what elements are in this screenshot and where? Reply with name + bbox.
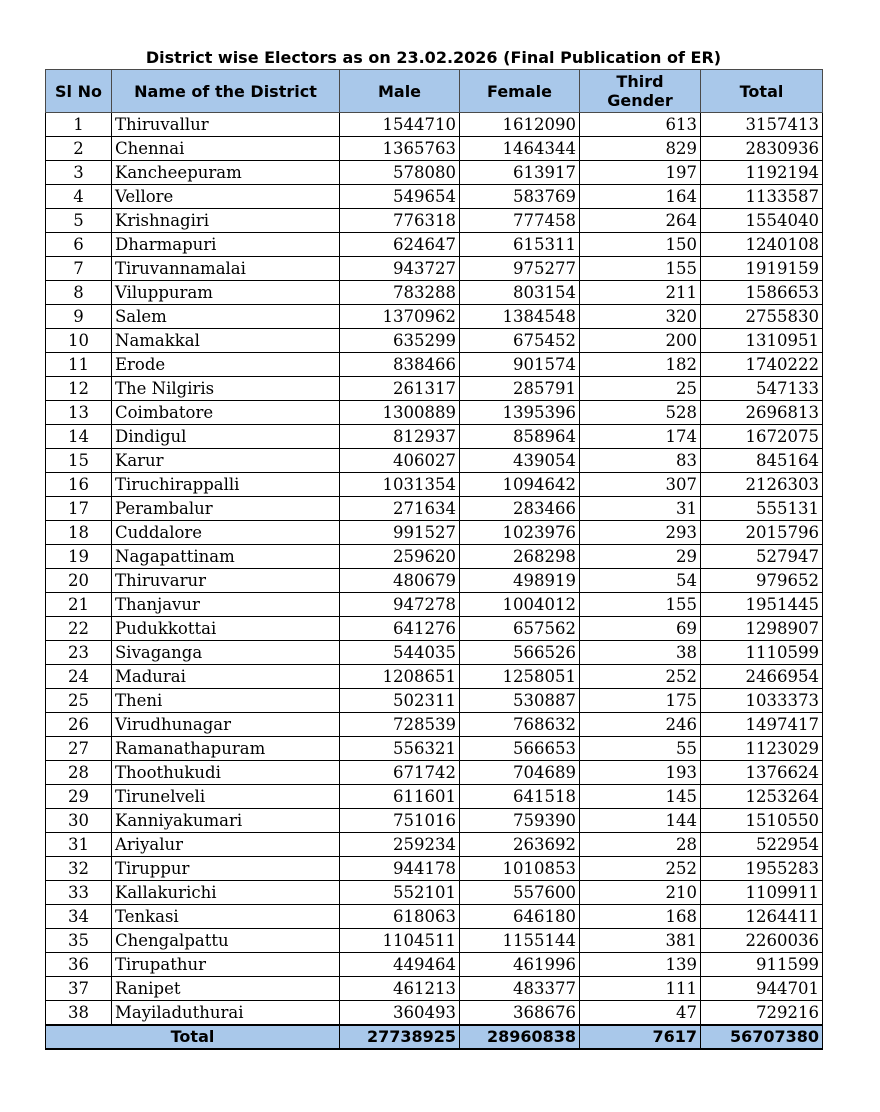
cell-total: 1133587 (701, 185, 823, 209)
electors-table (45, 69, 823, 1050)
cell-female: 1384548 (460, 305, 580, 329)
cell-female: 675452 (460, 329, 580, 353)
cell-sl-no: 3 (46, 161, 112, 185)
cell-third-gender: 293 (580, 521, 701, 545)
header-third-gender: Third Gender (580, 70, 701, 113)
cell-district: Thanjavur (112, 593, 340, 617)
cell-district: Thoothukudi (112, 761, 340, 785)
cell-total: 1253264 (701, 785, 823, 809)
cell-male: 1300889 (340, 401, 460, 425)
table-row (46, 305, 823, 329)
cell-female: 1155144 (460, 929, 580, 953)
cell-total: 2755830 (701, 305, 823, 329)
cell-female: 283466 (460, 497, 580, 521)
cell-district: Chengalpattu (112, 929, 340, 953)
cell-sl-no: 29 (46, 785, 112, 809)
cell-district: Pudukkottai (112, 617, 340, 641)
cell-male: 728539 (340, 713, 460, 737)
cell-total: 2260036 (701, 929, 823, 953)
cell-female: 263692 (460, 833, 580, 857)
cell-female: 759390 (460, 809, 580, 833)
cell-male: 751016 (340, 809, 460, 833)
cell-female: 1258051 (460, 665, 580, 689)
cell-third-gender: 54 (580, 569, 701, 593)
cell-male: 549654 (340, 185, 460, 209)
table-header-row (46, 70, 823, 113)
cell-district: Virudhunagar (112, 713, 340, 737)
totals-male: 27738925 (340, 1025, 460, 1049)
cell-total: 2015796 (701, 521, 823, 545)
cell-female: 657562 (460, 617, 580, 641)
cell-third-gender: 145 (580, 785, 701, 809)
cell-sl-no: 33 (46, 881, 112, 905)
cell-third-gender: 528 (580, 401, 701, 425)
cell-district: Krishnagiri (112, 209, 340, 233)
cell-district: Theni (112, 689, 340, 713)
cell-sl-no: 37 (46, 977, 112, 1001)
cell-total: 1510550 (701, 809, 823, 833)
header-female: Female (460, 70, 580, 113)
cell-male: 360493 (340, 1001, 460, 1026)
cell-total: 547133 (701, 377, 823, 401)
cell-male: 1370962 (340, 305, 460, 329)
totals-row (46, 1025, 823, 1049)
cell-male: 776318 (340, 209, 460, 233)
cell-male: 461213 (340, 977, 460, 1001)
table-row (46, 905, 823, 929)
cell-total: 1192194 (701, 161, 823, 185)
cell-sl-no: 22 (46, 617, 112, 641)
table-row (46, 137, 823, 161)
table-row (46, 617, 823, 641)
cell-total: 1672075 (701, 425, 823, 449)
cell-female: 704689 (460, 761, 580, 785)
cell-total: 1310951 (701, 329, 823, 353)
table-row (46, 113, 823, 137)
cell-total: 729216 (701, 1001, 823, 1026)
cell-female: 1464344 (460, 137, 580, 161)
table-row (46, 689, 823, 713)
cell-female: 768632 (460, 713, 580, 737)
cell-female: 439054 (460, 449, 580, 473)
cell-male: 611601 (340, 785, 460, 809)
cell-male: 449464 (340, 953, 460, 977)
cell-third-gender: 613 (580, 113, 701, 137)
cell-sl-no: 35 (46, 929, 112, 953)
cell-male: 1031354 (340, 473, 460, 497)
cell-male: 618063 (340, 905, 460, 929)
cell-third-gender: 25 (580, 377, 701, 401)
cell-female: 583769 (460, 185, 580, 209)
cell-total: 1110599 (701, 641, 823, 665)
table-row (46, 929, 823, 953)
header-total: Total (701, 70, 823, 113)
cell-sl-no: 18 (46, 521, 112, 545)
cell-district: Tiruppur (112, 857, 340, 881)
cell-sl-no: 4 (46, 185, 112, 209)
cell-female: 1023976 (460, 521, 580, 545)
cell-male: 624647 (340, 233, 460, 257)
cell-district: Thiruvarur (112, 569, 340, 593)
cell-third-gender: 182 (580, 353, 701, 377)
totals-female: 28960838 (460, 1025, 580, 1049)
cell-third-gender: 175 (580, 689, 701, 713)
cell-male: 544035 (340, 641, 460, 665)
cell-female: 530887 (460, 689, 580, 713)
cell-male: 671742 (340, 761, 460, 785)
table-row (46, 353, 823, 377)
cell-district: Tirupathur (112, 953, 340, 977)
cell-female: 566526 (460, 641, 580, 665)
cell-sl-no: 12 (46, 377, 112, 401)
table-row (46, 209, 823, 233)
cell-third-gender: 200 (580, 329, 701, 353)
cell-total: 1740222 (701, 353, 823, 377)
cell-third-gender: 155 (580, 593, 701, 617)
cell-female: 858964 (460, 425, 580, 449)
cell-third-gender: 307 (580, 473, 701, 497)
cell-third-gender: 197 (580, 161, 701, 185)
cell-district: Tiruchirappalli (112, 473, 340, 497)
table-row (46, 281, 823, 305)
cell-male: 838466 (340, 353, 460, 377)
cell-female: 1395396 (460, 401, 580, 425)
cell-male: 1104511 (340, 929, 460, 953)
cell-district: Vellore (112, 185, 340, 209)
cell-total: 1264411 (701, 905, 823, 929)
table-row (46, 977, 823, 1001)
cell-district: Thiruvallur (112, 113, 340, 137)
cell-third-gender: 829 (580, 137, 701, 161)
cell-sl-no: 15 (46, 449, 112, 473)
cell-male: 502311 (340, 689, 460, 713)
table-body (46, 113, 823, 1026)
cell-third-gender: 69 (580, 617, 701, 641)
cell-total: 1497417 (701, 713, 823, 737)
cell-district: Dindigul (112, 425, 340, 449)
cell-female: 483377 (460, 977, 580, 1001)
cell-female: 1010853 (460, 857, 580, 881)
cell-district: Sivaganga (112, 641, 340, 665)
table-row (46, 161, 823, 185)
cell-district: Kallakurichi (112, 881, 340, 905)
cell-district: Madurai (112, 665, 340, 689)
cell-third-gender: 193 (580, 761, 701, 785)
table-row (46, 833, 823, 857)
cell-sl-no: 21 (46, 593, 112, 617)
cell-sl-no: 13 (46, 401, 112, 425)
cell-third-gender: 28 (580, 833, 701, 857)
table-row (46, 761, 823, 785)
cell-district: The Nilgiris (112, 377, 340, 401)
cell-district: Chennai (112, 137, 340, 161)
cell-third-gender: 150 (580, 233, 701, 257)
table-row (46, 473, 823, 497)
cell-sl-no: 32 (46, 857, 112, 881)
table-row (46, 953, 823, 977)
cell-sl-no: 26 (46, 713, 112, 737)
cell-female: 557600 (460, 881, 580, 905)
cell-third-gender: 31 (580, 497, 701, 521)
table-row (46, 569, 823, 593)
table-row (46, 785, 823, 809)
cell-total: 1951445 (701, 593, 823, 617)
cell-male: 578080 (340, 161, 460, 185)
cell-sl-no: 5 (46, 209, 112, 233)
cell-total: 555131 (701, 497, 823, 521)
cell-total: 1376624 (701, 761, 823, 785)
cell-total: 527947 (701, 545, 823, 569)
cell-total: 3157413 (701, 113, 823, 137)
header-sl-no: Sl No (46, 70, 112, 113)
cell-sl-no: 1 (46, 113, 112, 137)
cell-third-gender: 38 (580, 641, 701, 665)
cell-male: 991527 (340, 521, 460, 545)
cell-male: 947278 (340, 593, 460, 617)
cell-total: 1298907 (701, 617, 823, 641)
cell-total: 1123029 (701, 737, 823, 761)
cell-male: 406027 (340, 449, 460, 473)
cell-sl-no: 7 (46, 257, 112, 281)
cell-sl-no: 36 (46, 953, 112, 977)
table-row (46, 737, 823, 761)
table-row (46, 329, 823, 353)
cell-third-gender: 211 (580, 281, 701, 305)
cell-third-gender: 252 (580, 665, 701, 689)
cell-district: Namakkal (112, 329, 340, 353)
cell-female: 777458 (460, 209, 580, 233)
cell-male: 556321 (340, 737, 460, 761)
cell-female: 641518 (460, 785, 580, 809)
cell-third-gender: 47 (580, 1001, 701, 1026)
cell-third-gender: 168 (580, 905, 701, 929)
cell-sl-no: 28 (46, 761, 112, 785)
cell-female: 498919 (460, 569, 580, 593)
cell-district: Tirunelveli (112, 785, 340, 809)
cell-total: 845164 (701, 449, 823, 473)
cell-female: 368676 (460, 1001, 580, 1026)
cell-female: 615311 (460, 233, 580, 257)
cell-third-gender: 210 (580, 881, 701, 905)
cell-third-gender: 144 (580, 809, 701, 833)
cell-total: 2696813 (701, 401, 823, 425)
cell-district: Salem (112, 305, 340, 329)
cell-total: 911599 (701, 953, 823, 977)
table-row (46, 665, 823, 689)
document-title: District wise Electors as on 23.02.2026 (Final Publication of ER) (145, 48, 722, 67)
cell-female: 461996 (460, 953, 580, 977)
cell-female: 1004012 (460, 593, 580, 617)
cell-male: 635299 (340, 329, 460, 353)
cell-district: Ranipet (112, 977, 340, 1001)
cell-female: 1094642 (460, 473, 580, 497)
cell-female: 646180 (460, 905, 580, 929)
cell-district: Karur (112, 449, 340, 473)
cell-third-gender: 29 (580, 545, 701, 569)
table-row (46, 857, 823, 881)
cell-total: 2466954 (701, 665, 823, 689)
cell-sl-no: 27 (46, 737, 112, 761)
cell-sl-no: 20 (46, 569, 112, 593)
table-row (46, 185, 823, 209)
cell-female: 803154 (460, 281, 580, 305)
cell-district: Nagapattinam (112, 545, 340, 569)
cell-third-gender: 320 (580, 305, 701, 329)
cell-district: Dharmapuri (112, 233, 340, 257)
cell-total: 1240108 (701, 233, 823, 257)
cell-district: Erode (112, 353, 340, 377)
cell-district: Tiruvannamalai (112, 257, 340, 281)
cell-female: 285791 (460, 377, 580, 401)
cell-total: 1586653 (701, 281, 823, 305)
cell-male: 271634 (340, 497, 460, 521)
cell-third-gender: 164 (580, 185, 701, 209)
cell-sl-no: 6 (46, 233, 112, 257)
cell-district: Cuddalore (112, 521, 340, 545)
cell-sl-no: 23 (46, 641, 112, 665)
cell-district: Kancheepuram (112, 161, 340, 185)
cell-sl-no: 14 (46, 425, 112, 449)
cell-female: 566653 (460, 737, 580, 761)
table-row (46, 1001, 823, 1026)
cell-sl-no: 8 (46, 281, 112, 305)
table-row (46, 425, 823, 449)
cell-total: 1919159 (701, 257, 823, 281)
cell-sl-no: 2 (46, 137, 112, 161)
cell-female: 1612090 (460, 113, 580, 137)
table-row (46, 545, 823, 569)
table-row (46, 641, 823, 665)
table-row (46, 377, 823, 401)
cell-female: 268298 (460, 545, 580, 569)
cell-sl-no: 30 (46, 809, 112, 833)
cell-male: 1208651 (340, 665, 460, 689)
cell-sl-no: 17 (46, 497, 112, 521)
cell-total: 1109911 (701, 881, 823, 905)
cell-male: 812937 (340, 425, 460, 449)
cell-male: 480679 (340, 569, 460, 593)
cell-third-gender: 264 (580, 209, 701, 233)
cell-male: 944178 (340, 857, 460, 881)
cell-total: 1033373 (701, 689, 823, 713)
table-row (46, 257, 823, 281)
header-district: Name of the District (112, 70, 340, 113)
cell-third-gender: 246 (580, 713, 701, 737)
cell-male: 1365763 (340, 137, 460, 161)
cell-sl-no: 10 (46, 329, 112, 353)
cell-male: 1544710 (340, 113, 460, 137)
cell-total: 979652 (701, 569, 823, 593)
cell-district: Tenkasi (112, 905, 340, 929)
cell-male: 552101 (340, 881, 460, 905)
cell-total: 1955283 (701, 857, 823, 881)
cell-total: 2126303 (701, 473, 823, 497)
totals-label: Total (46, 1025, 340, 1049)
totals-total: 56707380 (701, 1025, 823, 1049)
table-row (46, 401, 823, 425)
cell-third-gender: 55 (580, 737, 701, 761)
cell-district: Ariyalur (112, 833, 340, 857)
cell-total: 522954 (701, 833, 823, 857)
cell-third-gender: 381 (580, 929, 701, 953)
cell-third-gender: 111 (580, 977, 701, 1001)
cell-sl-no: 34 (46, 905, 112, 929)
cell-district: Perambalur (112, 497, 340, 521)
cell-third-gender: 139 (580, 953, 701, 977)
table-row (46, 713, 823, 737)
table-row (46, 449, 823, 473)
cell-sl-no: 38 (46, 1001, 112, 1026)
cell-male: 943727 (340, 257, 460, 281)
cell-sl-no: 16 (46, 473, 112, 497)
cell-third-gender: 155 (580, 257, 701, 281)
cell-sl-no: 24 (46, 665, 112, 689)
cell-district: Ramanathapuram (112, 737, 340, 761)
cell-female: 613917 (460, 161, 580, 185)
cell-third-gender: 174 (580, 425, 701, 449)
cell-district: Kanniyakumari (112, 809, 340, 833)
cell-district: Coimbatore (112, 401, 340, 425)
table-row (46, 521, 823, 545)
cell-sl-no: 11 (46, 353, 112, 377)
cell-third-gender: 83 (580, 449, 701, 473)
cell-total: 2830936 (701, 137, 823, 161)
table-row (46, 593, 823, 617)
cell-third-gender: 252 (580, 857, 701, 881)
cell-district: Viluppuram (112, 281, 340, 305)
cell-female: 975277 (460, 257, 580, 281)
cell-sl-no: 9 (46, 305, 112, 329)
table-row (46, 497, 823, 521)
cell-male: 783288 (340, 281, 460, 305)
cell-female: 901574 (460, 353, 580, 377)
cell-total: 1554040 (701, 209, 823, 233)
totals-third-gender: 7617 (580, 1025, 701, 1049)
table-row (46, 233, 823, 257)
cell-sl-no: 31 (46, 833, 112, 857)
cell-district: Mayiladuthurai (112, 1001, 340, 1026)
cell-male: 261317 (340, 377, 460, 401)
cell-male: 641276 (340, 617, 460, 641)
cell-total: 944701 (701, 977, 823, 1001)
cell-sl-no: 19 (46, 545, 112, 569)
table-row (46, 809, 823, 833)
table-row (46, 881, 823, 905)
cell-male: 259234 (340, 833, 460, 857)
cell-sl-no: 25 (46, 689, 112, 713)
cell-male: 259620 (340, 545, 460, 569)
header-male: Male (340, 70, 460, 113)
